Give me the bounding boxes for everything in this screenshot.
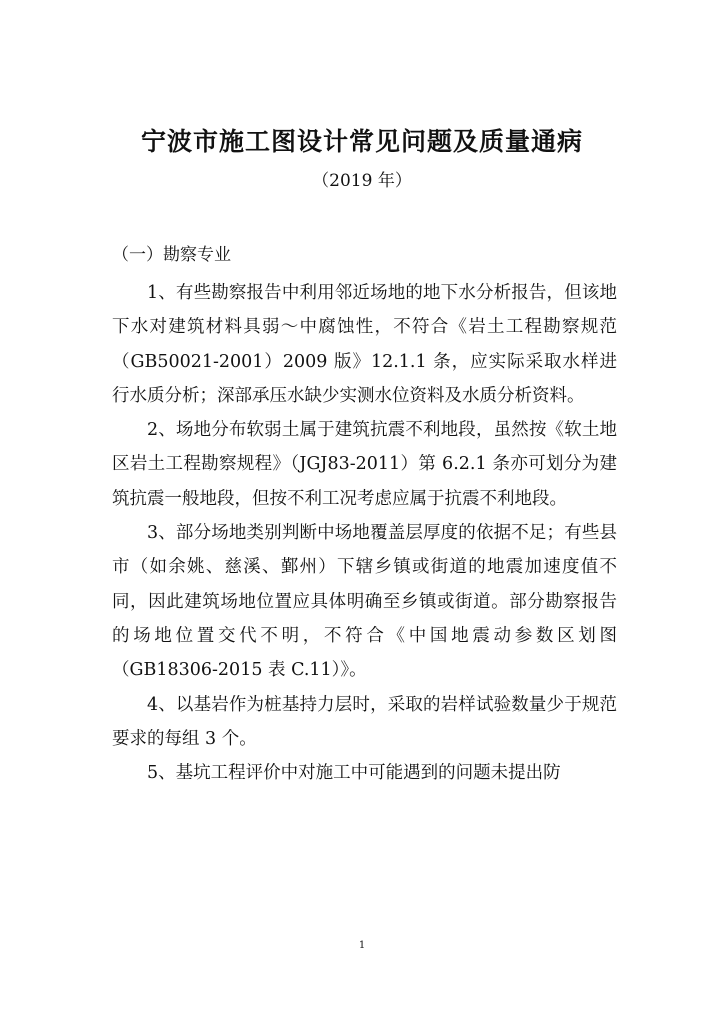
document-title: 宁波市施工图设计常见问题及质量通病 [140,127,583,156]
paragraph-1: 1、有些勘察报告中利用邻近场地的地下水分析报告，但该地下水对建筑材料具弱～中腐蚀性，不符合《岩土工程勘察规范（GB50021-2001）2009 版》12.1.1 条，应实际采取水样进行水质分析；深部承压水缺少实测水位资料及水质分析资料。 [112,283,617,406]
paragraph-4: 4、以基岩作为桩基持力层时，采取的岩样试验数量少于规范要求的每组 3 个。 [112,694,617,749]
paragraph-2: 2、场地分布软弱土属于建筑抗震不利地段，虽然按《软土地区岩土工程勘察规程》（JGJ83-2011）第 6.2.1 条亦可划分为建筑抗震一般地段，但按不利工况考虑应属于抗震不利地段。 [112,420,617,509]
page-number: 1 [358,940,366,951]
paragraph-5: 5、基坑工程评价中对施工中可能遇到的问题未提出防 [147,763,561,784]
body-text [112,276,617,790]
document-year: （2019 年） [312,171,412,191]
section-heading: （一）勘察专业 [112,245,231,265]
paragraph-3: 3、部分场地类别判断中场地覆盖层厚度的依据不足；有些县市（如余姚、慈溪、鄞州）下辖乡镇或街道的地震加速度值不同，因此建筑场地位置应具体明确至乡镇或街道。部分勘察报告的场地位置交代不明，不符合《中国地震动参数区划图（GB18306-2015 表 C.11）》。 [112,523,617,681]
